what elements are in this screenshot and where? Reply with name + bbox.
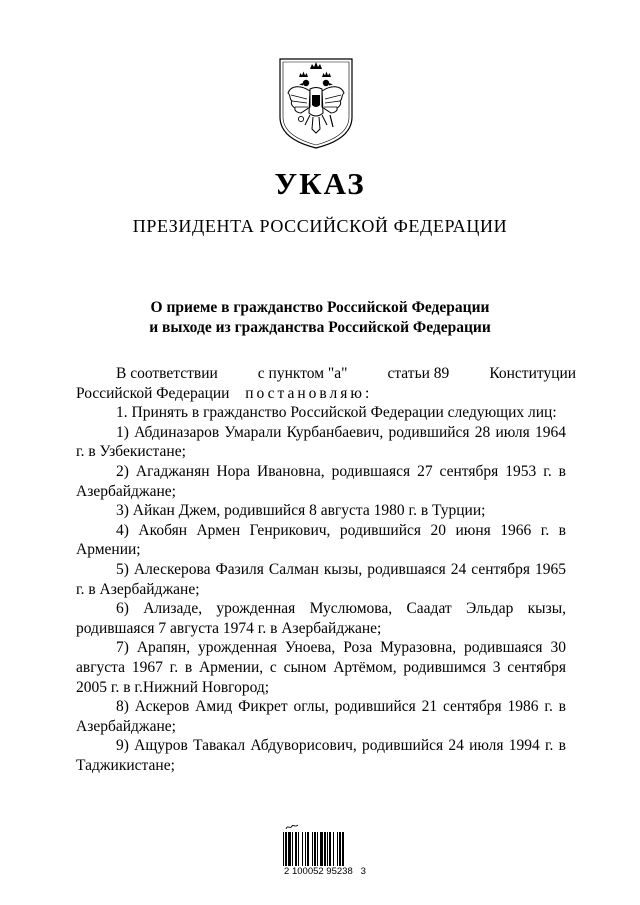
barcode-number: 2 100052 95238 3 (284, 866, 366, 877)
list-item: 7) Арапян, урожденная Унoева, Роза Муразовна, родившаяся 30 августа 1967 г. в Армении, с сыном Артёмом, родившимся 3 сентября 2005 г. в г.Нижний Новгород; (76, 639, 566, 696)
list-item: 2) Агаджанян Нора Ивановна, родившаяся 27 сентября 1953 г. в Азербайджане; (76, 462, 566, 500)
barcode-bar (329, 832, 331, 866)
decree-heading-line-2: и выходе из гражданства Российской Федерации (149, 319, 491, 336)
barcode-bar (320, 832, 323, 866)
signature-mark-icon (285, 822, 299, 831)
barcode-bar (324, 832, 326, 866)
decree-body (76, 364, 577, 775)
document-subtitle: ПРЕЗИДЕНТА РОССИЙСКОЙ ФЕДЕРАЦИИ (132, 216, 508, 236)
barcode-bar (312, 832, 313, 866)
barcode-bar (283, 832, 284, 866)
preamble-line-2 (76, 384, 566, 404)
list-item: 9) Ащуров Тавакал Абдуворисович, родившийся 24 июля 1994 г. в Таджикистане; (76, 737, 566, 774)
barcode-bar (337, 832, 338, 866)
barcode-bar (305, 832, 306, 866)
barcode-bar (314, 832, 316, 866)
decree-heading (0, 298, 640, 338)
barcode-bar (307, 832, 309, 866)
preamble-line-1 (76, 364, 577, 384)
barcode-bar (342, 832, 344, 866)
list-item: 4) Акобян Армен Генрикович, родившийся 20 июня 1966 г. в Армении; (76, 521, 566, 559)
barcode-bars-icon (283, 832, 365, 866)
barcode (279, 822, 371, 878)
list-item: 6) Ализаде, урожденная Муслюмова, Саадат Эльдар кызы, родившаяся 7 августа 1974 г. в Азербайджане; (76, 600, 566, 637)
preamble-part-3: статьи 89 (387, 365, 450, 382)
decree-heading-line-1: О приеме в гражданство Российской Федерации (150, 299, 490, 316)
barcode-bar (295, 832, 297, 866)
list-item: 1) Абдиназаров Умарали Курбанбаевич, родившийся 28 июля 1964 г. в Узбекистане; (76, 423, 566, 461)
coat-of-arms-icon (277, 55, 355, 151)
barcode-bar (302, 832, 303, 866)
barcode-bar (298, 832, 299, 866)
barcode-bar (317, 832, 318, 866)
barcode-bar (292, 832, 293, 866)
preamble-part-1: В соответствии (116, 365, 218, 382)
barcode-bar (288, 832, 291, 866)
barcode-bar (333, 832, 334, 866)
barcode-bar (339, 832, 341, 866)
list-item: 3) Айкан Джем, родившийся 8 августа 1980 г. в Турции; (116, 502, 486, 520)
list-item: 8) Аскеров Амид Фикрет оглы, родившийся 21 сентября 1986 г. в Азербайджане; (76, 698, 566, 735)
preamble-part-2: с пунктом "а" (257, 365, 348, 382)
clause-1: 1. Принять в гражданство Российской Федерации следующих лиц: (116, 404, 557, 422)
preamble-part-4: Конституции (489, 365, 577, 382)
decree-word: постановляю: (245, 384, 373, 402)
document-title: УКАЗ (274, 166, 366, 201)
barcode-bar (327, 832, 328, 866)
preamble-part-5: Российской Федерации (76, 384, 230, 402)
barcode-bar (285, 832, 287, 866)
list-item: 5) Алескерова Фазиля Салман кызы, родившаяся 24 сентября 1965 г. в Азербайджане; (76, 560, 566, 598)
